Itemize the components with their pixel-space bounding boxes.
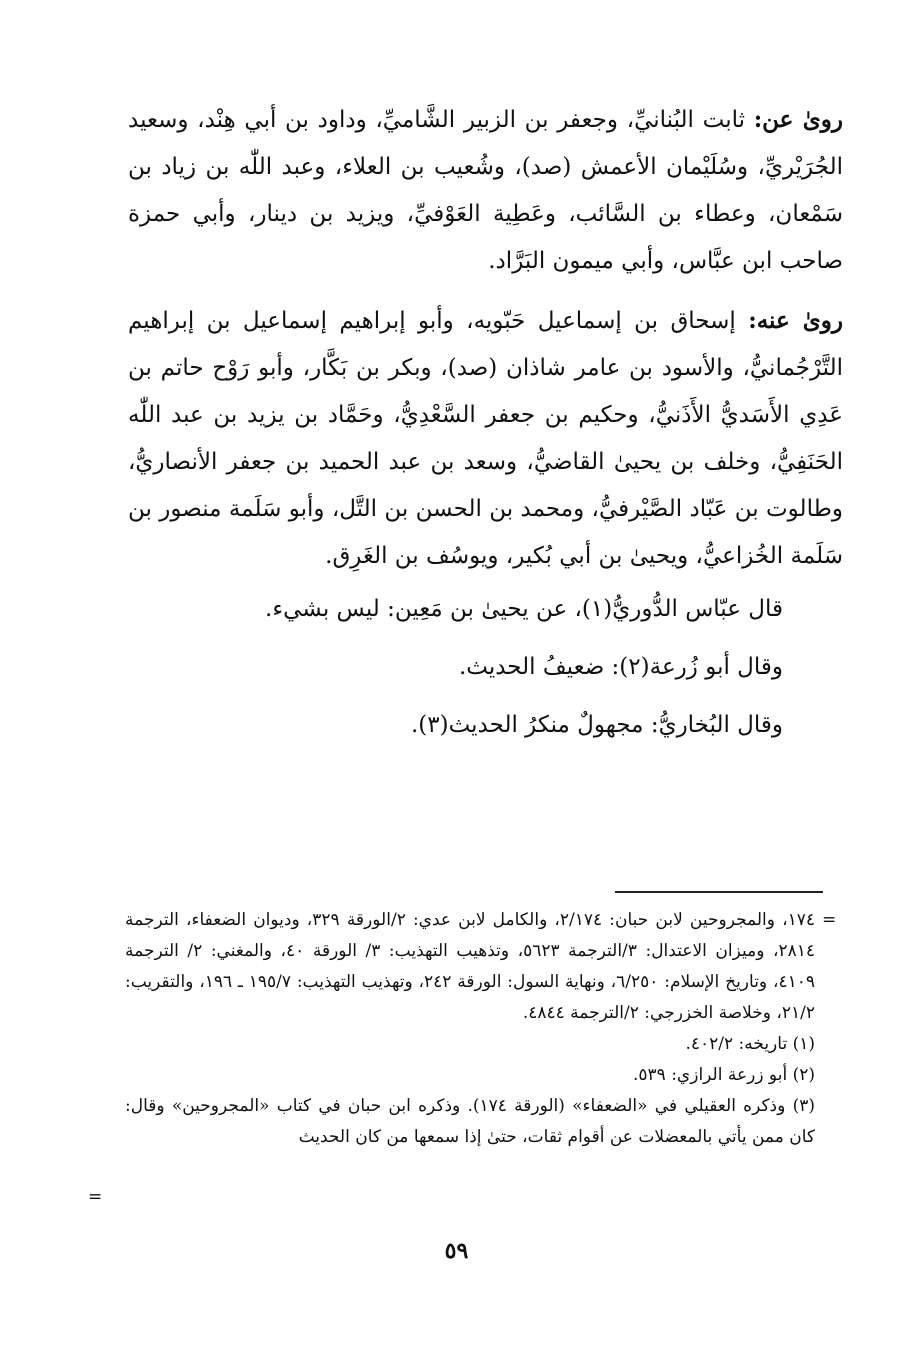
continuation-mark-top: = [822, 910, 837, 930]
quote-douri: قال عبّاس الدُّوريُّ(١)، عن يحيىٰ بن مَعِين: ليس بشيء. [265, 596, 783, 622]
narrated-from-paragraph [128, 96, 843, 285]
narrated-from-lead: روىٰ عن: [753, 106, 843, 133]
quote-bukhari: وقال البُخاريُّ: مجهولٌ منكرُ الحديث(٣). [410, 712, 783, 738]
narrated-by-paragraph [128, 297, 843, 580]
footnote-continued: ١٧٤، والمجروحين لابن حبان: ٢/١٧٤، والكامل لابن عدي: ٢/الورقة ٣٢٩، وديوان الضعفاء، الترجمة ٢٨١٤، وميزان الاعتدال: ٣/الترجمة ٥٦٢٣، وتذهيب التهذيب: ٣/ الورقة ٤٠، والمغني: ٢/ الترجمة ٤١٠٩، وتاريخ الإسلام: ٦/٢٥٠، ونهاية السول: الورقة ٢٤٢، وتهذيب التهذيب: ١٩٥/٧ ـ ١٩٦، والتقريب: ٢١/٢، وخلاصة الخزرجي: ٢/الترجمة ٤٨٤٤. [125, 910, 816, 1023]
narrated-by-text: إسحاق بن إسماعيل حَبّويه، وأبو إبراهيم إسماعيل بن إبراهيم التَّرْجُمانيُّ، والأسود بن عامر شاذان (صد)، وبكر بن بَكَّار، وأبو رَوْح حاتم بن عَدِي الأَسَديُّ الأَذَنيُّ، وحكيم بن جعفر السَّعْدِيُّ، وحَمَّاد بن يزيد بن عبد اللّٰه الحَنَفِيُّ، وخلف بن يحيىٰ القاضيُّ، وسعد بن عبد الحميد بن جعفر الأنصاريُّ، وطالوت بن عَبّاد الصَّيْرفيُّ، ومحمد بن الحسن بن التَّل، وأبو سَلَمة منصور بن سَلَمة الخُزاعيُّ، ويحيىٰ بن أبي بُكير، ويوسُف بن الغَرِق. [128, 308, 843, 569]
footnotes [125, 905, 815, 1153]
main-text [128, 96, 843, 754]
continuation-mark-bottom: = [88, 1187, 103, 1207]
footnote-1: (١) تاريخه: ٤٠٢/٢. [685, 1034, 815, 1054]
quote-abu-zura: وقال أبو زُرعة(٢): ضعيفُ الحديث. [458, 654, 783, 680]
narrated-from-text: ثابت البُنانيِّ، وجعفر بن الزبير الشَّاميِّ، وداود بن أبي هِنْد، وسعيد الجُرَيْريِّ، وسُلَيْمان الأعمش (صد)، وشُعيب بن العلاء، وعبد اللّٰه بن زياد بن سَمْعان، وعطاء بن السَّائب، وعَطِية العَوْفيِّ، ويزيد بن دينار، وأبي حمزة صاحب ابن عبَّاس، وأبي ميمون البَرَّاد. [128, 107, 843, 274]
narrated-by-lead: روىٰ عنه: [748, 307, 843, 334]
footnote-2: (٢) أبو زرعة الرازي: ٥٣٩. [632, 1065, 815, 1085]
footnote-divider [615, 891, 823, 893]
page-number: ٥٩ [444, 1238, 469, 1264]
footnote-3: (٣) وذكره العقيلي في «الضعفاء» (الورقة ١٧٤). وذكره ابن حبان في كتاب «المجروحين» وقال: كان ممن يأتي بالمعضلات عن أقوام ثقات، حتىٰ إذا سمعها من كان الحديث [125, 1096, 815, 1147]
